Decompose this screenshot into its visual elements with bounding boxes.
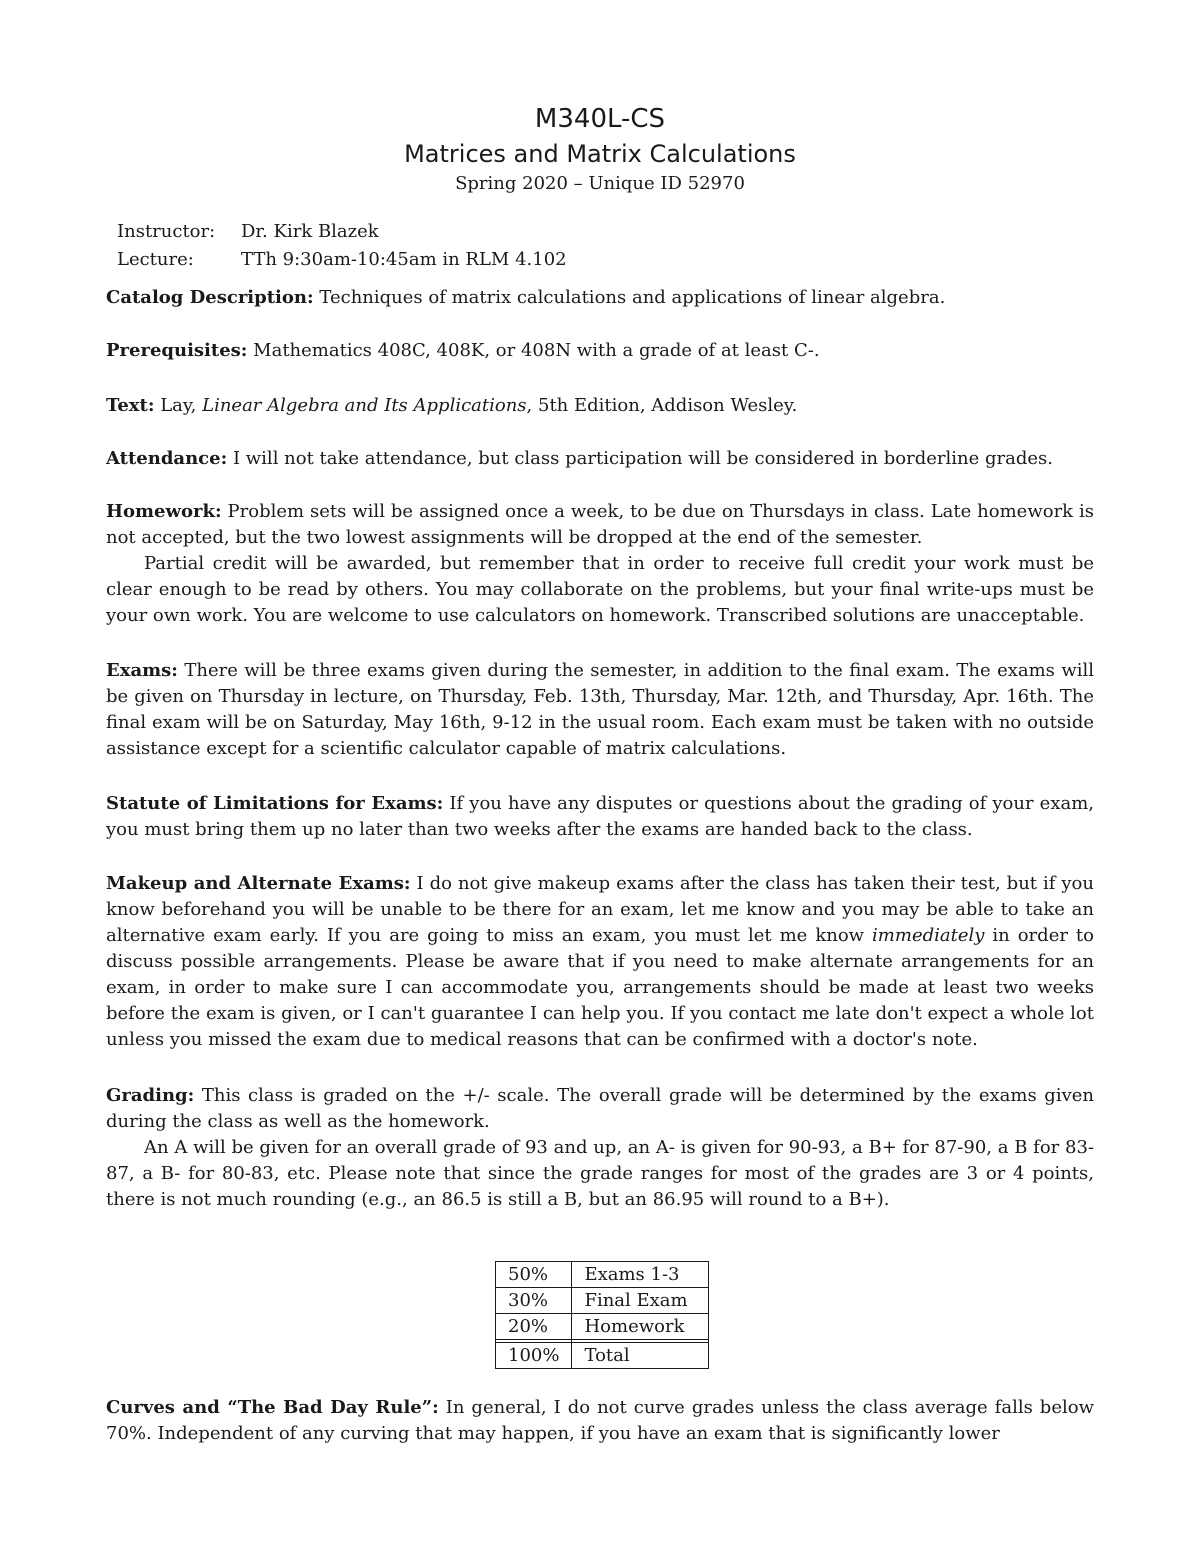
table-row — [496, 1288, 709, 1314]
grade-weight-table — [495, 1261, 709, 1369]
homework-p2: Partial credit will be awarded, but remember that in order to receive full credit your work must be clear enough to be read by others. You may collaborate on the problems, but your final write-ups must be your own work. You are welcome to use calculators on homework. Transcribed solutions are unacceptable. — [106, 553, 1094, 626]
homework-section — [106, 499, 1094, 629]
attendance-label: Attendance: — [106, 448, 228, 469]
makeup-label: Makeup and Alternate Exams: — [106, 873, 411, 894]
exams-text: There will be three exams given during the semester, in addition to the final exam. The exams will be given on Thursday in lecture, on Thursday, Feb. 13th, Thursday, Mar. 12th, and Thursday, Apr. 16th. The final exam will be on Saturday, May 16th, 9-12 in the usual room. Each exam must be taken with no outside assistance except for a scientific calculator capable of matrix calculations. — [106, 660, 1094, 759]
lecture-label: Lecture: — [117, 249, 194, 270]
grading-label: Grading: — [106, 1085, 195, 1106]
makeup-section — [106, 871, 1094, 1053]
instructor-name: Dr. Kirk Blazek — [241, 221, 379, 242]
exams-section — [106, 658, 1094, 762]
prereq-label: Prerequisites: — [106, 340, 248, 361]
homework-p1: Problem sets will be assigned once a week, to be due on Thursdays in class. Late homework is not accepted, but the two lowest assignments will be dropped at the end of the semester. — [106, 501, 1094, 548]
total-label: Total — [572, 1343, 709, 1369]
curves-text: In general, I do not curve grades unless the class average falls below 70%. Independent of any curving that may happen, if you have an exam that is significantly lower — [106, 1397, 1094, 1444]
weight-item: Final Exam — [572, 1288, 709, 1314]
weight-pct: 30% — [496, 1288, 572, 1314]
weight-pct: 20% — [496, 1314, 572, 1340]
statute-text: If you have any disputes or questions about the grading of your exam, you must bring them up no later than two weeks after the exams are handed back to the class. — [106, 793, 1094, 840]
text-title: Linear Algebra and Its Applications — [202, 395, 527, 416]
makeup-after: in order to discuss possible arrangements. Please be aware that if you need to make alternate arrangements for an exam, in order to make sure I can accommodate you, arrangements should be made at least two weeks before the exam is given, or I can't guarantee I can help you. If you contact me late don't expect a whole lot unless you missed the exam due to medical reasons that can be confirmed with a doctor's note. — [106, 925, 1094, 1050]
course-title: Matrices and Matrix Calculations — [404, 140, 796, 168]
text-before: Lay, — [154, 395, 203, 416]
table-row — [496, 1262, 709, 1288]
instructor-row — [117, 221, 379, 242]
table-row — [496, 1314, 709, 1340]
total-pct: 100% — [496, 1343, 572, 1369]
text-after: , 5th Edition, Addison Wesley. — [526, 395, 798, 416]
prerequisites-section — [106, 338, 1094, 364]
course-term: Spring 2020 – Unique ID 52970 — [455, 173, 745, 194]
catalog-section — [106, 285, 1094, 311]
exams-label: Exams: — [106, 660, 178, 681]
grading-p2: An A will be given for an overall grade of 93 and up, an A- is given for 90-93, a B+ for 87-90, a B for 83-87, a B- for 80-83, etc. Please note that since the grade ranges for most of the grades are 3 or 4 points, there is not much rounding (e.g., an 86.5 is still a B, but an 86.95 will round to a B+). — [106, 1137, 1094, 1210]
curves-label: Curves and “The Bad Day Rule”: — [106, 1397, 439, 1418]
prereq-text: Mathematics 408C, 408K, or 408N with a grade of at least C-. — [247, 340, 820, 361]
weight-item: Exams 1-3 — [572, 1262, 709, 1288]
lecture-time: TTh 9:30am-10:45am in RLM 4.102 — [241, 249, 567, 270]
statute-label: Statute of Limitations for Exams: — [106, 793, 444, 814]
catalog-text: Techniques of matrix calculations and applications of linear algebra. — [313, 287, 946, 308]
text-section — [106, 393, 1094, 419]
curves-section — [106, 1395, 1094, 1447]
grading-p1: This class is graded on the +/- scale. The overall grade will be determined by the exams given during the class as well as the homework. — [106, 1085, 1094, 1132]
weight-pct: 50% — [496, 1262, 572, 1288]
table-total-row — [496, 1343, 709, 1369]
statute-section — [106, 791, 1094, 843]
instructor-label: Instructor: — [117, 221, 216, 242]
attendance-text: I will not take attendance, but class participation will be considered in borderline grades. — [227, 448, 1053, 469]
lecture-row — [117, 249, 567, 270]
attendance-section — [106, 446, 1094, 472]
course-code: M340L-CS — [534, 104, 666, 134]
weight-item: Homework — [572, 1314, 709, 1340]
makeup-emph: immediately — [872, 925, 985, 946]
makeup-before: I do not give makeup exams after the class has taken their test, but if you know beforehand you will be unable to be there for an exam, let me know and you may be able to take an alternative exam early. If you are going to miss an exam, you must let me know — [106, 873, 1094, 946]
text-label: Text: — [106, 395, 155, 416]
grading-section — [106, 1083, 1094, 1213]
catalog-label: Catalog Description: — [106, 287, 314, 308]
homework-label: Homework: — [106, 501, 222, 522]
